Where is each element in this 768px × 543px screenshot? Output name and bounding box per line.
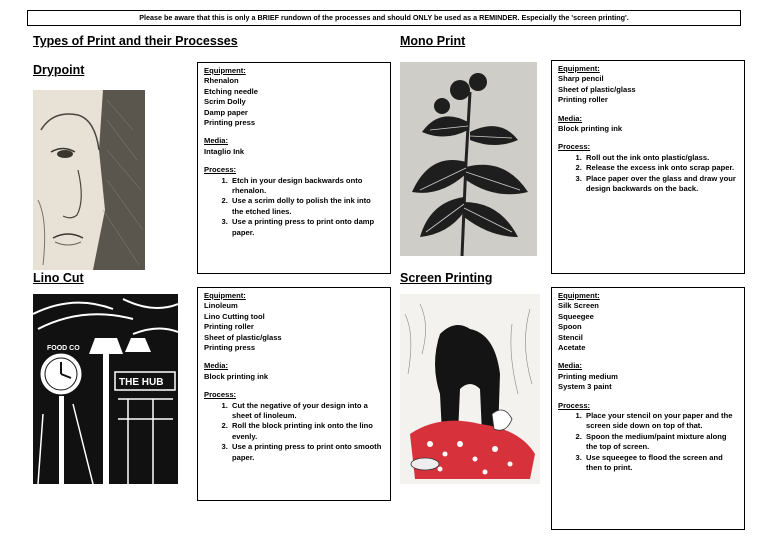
lino-image <box>33 294 178 484</box>
equipment-item: Rhenalon <box>204 76 239 86</box>
drypoint-image <box>33 90 145 270</box>
page-title: Types of Print and their Processes <box>33 34 238 48</box>
process-step: 2. Spoon the medium/paint mixture along the top of screen. <box>584 432 738 453</box>
equipment-item: Printing press <box>204 118 256 128</box>
process-step: 3. Use squeegee to flood the screen and then to print. <box>584 453 738 474</box>
lino-clock-text: FOOD CO <box>47 345 80 352</box>
process-step: 2. Use a scrim dolly to polish the ink into the etched lines. <box>230 196 384 217</box>
equipment-item: Damp paper <box>204 107 248 117</box>
process-step: 2. Roll the block printing ink onto the lino evenly. <box>230 421 384 442</box>
process-list <box>558 153 738 195</box>
equipment-label: Equipment: <box>204 66 246 75</box>
mono-info-box <box>551 60 745 274</box>
equipment-item: Linoleum <box>204 301 238 311</box>
screen-title: Screen Printing <box>400 271 493 285</box>
process-step: 3. Place paper over the glass and draw your design backwards on the back. <box>584 174 738 195</box>
process-step: 1. Cut the negative of your design into a sheet of linoleum. <box>230 401 384 422</box>
process-list <box>204 176 384 238</box>
process-step: 1. Roll out the ink onto plastic/glass. <box>584 153 738 163</box>
equipment-item: Sheet of plastic/glass <box>204 332 282 342</box>
equipment-item: Printing roller <box>204 322 254 332</box>
equipment-label: Equipment: <box>558 291 600 300</box>
media-label: Media: <box>204 361 229 371</box>
process-list <box>204 401 384 463</box>
media-item: Intaglio Ink <box>204 146 245 156</box>
media-item: Printing medium <box>558 371 618 381</box>
screen-info-box <box>551 287 745 530</box>
equipment-item: Lino Cutting tool <box>204 311 265 321</box>
process-step: 1. Etch in your design backwards onto rhenalon. <box>230 176 384 197</box>
equipment-item: Squeegee <box>558 311 594 321</box>
media-label: Media: <box>558 113 583 123</box>
mono-image <box>400 62 537 256</box>
lino-sign-text: THE HUB <box>119 377 164 388</box>
process-step: 1. Place your stencil on your paper and the screen side down on top of that. <box>584 411 738 432</box>
equipment-item: Acetate <box>558 343 586 353</box>
mono-title: Mono Print <box>400 34 466 48</box>
process-step: 3. Use a printing press to print onto smooth paper. <box>230 442 384 463</box>
process-step: 3. Use a printing press to print onto damp paper. <box>230 217 384 238</box>
drypoint-title: Drypoint <box>33 63 85 77</box>
drypoint-info-box <box>197 62 391 274</box>
reminder-banner: Please be aware that this is only a BRIEF rundown of the processes and should ONLY be used as a REMINDER. Especially the 'screen printing'. <box>27 10 741 26</box>
equipment-item: Printing press <box>204 343 256 353</box>
media-label: Media: <box>204 136 229 146</box>
equipment-item: Etching needle <box>204 86 259 96</box>
equipment-item: Scrim Dolly <box>204 97 246 107</box>
lino-info-box <box>197 287 391 501</box>
process-label: Process: <box>204 165 237 175</box>
media-label: Media: <box>558 361 583 371</box>
media-item: Block printing ink <box>204 371 269 381</box>
equipment-item: Sharp pencil <box>558 74 604 84</box>
process-step: 2. Release the excess ink onto scrap paper. <box>584 163 738 173</box>
process-label: Process: <box>558 400 591 410</box>
equipment-item: Sheet of plastic/glass <box>558 84 636 94</box>
lino-title: Lino Cut <box>33 271 84 285</box>
equipment-label: Equipment: <box>558 64 600 73</box>
equipment-item: Spoon <box>558 322 582 332</box>
equipment-item: Printing roller <box>558 95 608 105</box>
process-label: Process: <box>558 142 591 152</box>
media-item: Block printing ink <box>558 124 623 134</box>
process-label: Process: <box>204 390 237 400</box>
equipment-item: Stencil <box>558 332 583 342</box>
process-list <box>558 411 738 473</box>
equipment-label: Equipment: <box>204 291 246 300</box>
media-item: System 3 paint <box>558 382 612 392</box>
equipment-item: Silk Screen <box>558 301 599 311</box>
screen-image <box>400 294 540 484</box>
